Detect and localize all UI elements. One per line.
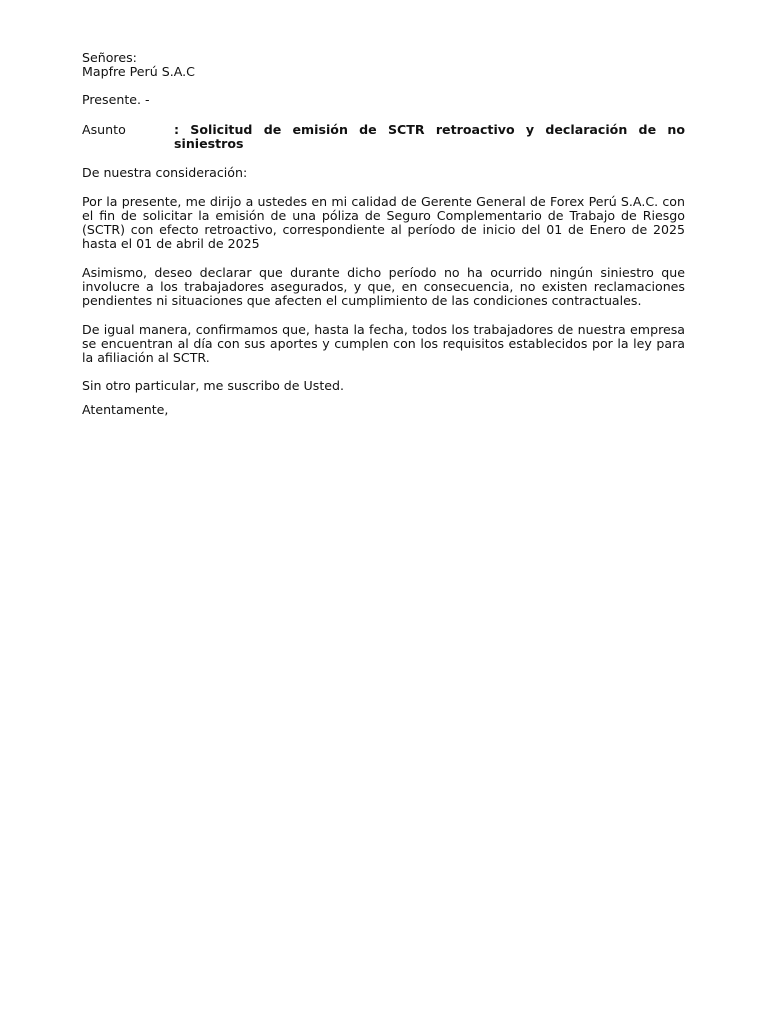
subject-block (82, 123, 685, 151)
body-paragraph-declaration: Asimismo, deseo declarar que durante dicho período no ha ocurrido ningún siniestro que involucre a los trabajadores asegurados, y que, en consecuencia, no existen reclamaciones pendientes ni situaciones que afecten el cumplimiento de las condiciones contractuales. (82, 265, 685, 308)
salutation: Señores: (82, 50, 137, 65)
greeting: De nuestra consideración: (82, 165, 248, 180)
subject-label: Asunto (82, 122, 126, 137)
body-paragraph-request: Por la presente, me dirijo a ustedes en mi calidad de Gerente General de Forex Perú S.A.C. con el fin de solicitar la emisión de una póliza de Seguro Complementario de Trabajo de Riesgo (SCTR) con efecto retroactivo, correspondiente al período de inicio del 01 de Enero de 2025 hasta el 01 de abril de 2025 (82, 194, 685, 251)
body-paragraph-confirmation: De igual manera, confirmamos que, hasta la fecha, todos los trabajadores de nuestra empresa se encuentran al día con sus aportes y cumplen con los requisitos establecidos por la ley para la afiliación al SCTR. (82, 322, 685, 365)
letter-page (82, 51, 685, 417)
presente-line: Presente. - (82, 92, 150, 107)
signoff: Atentamente, (82, 402, 169, 417)
recipient-company: Mapfre Perú S.A.C (82, 64, 195, 79)
subject-text: : Solicitud de emisión de SCTR retroactivo y declaración de no siniestros (174, 122, 685, 151)
closing-line: Sin otro particular, me suscribo de Usted. (82, 378, 344, 393)
